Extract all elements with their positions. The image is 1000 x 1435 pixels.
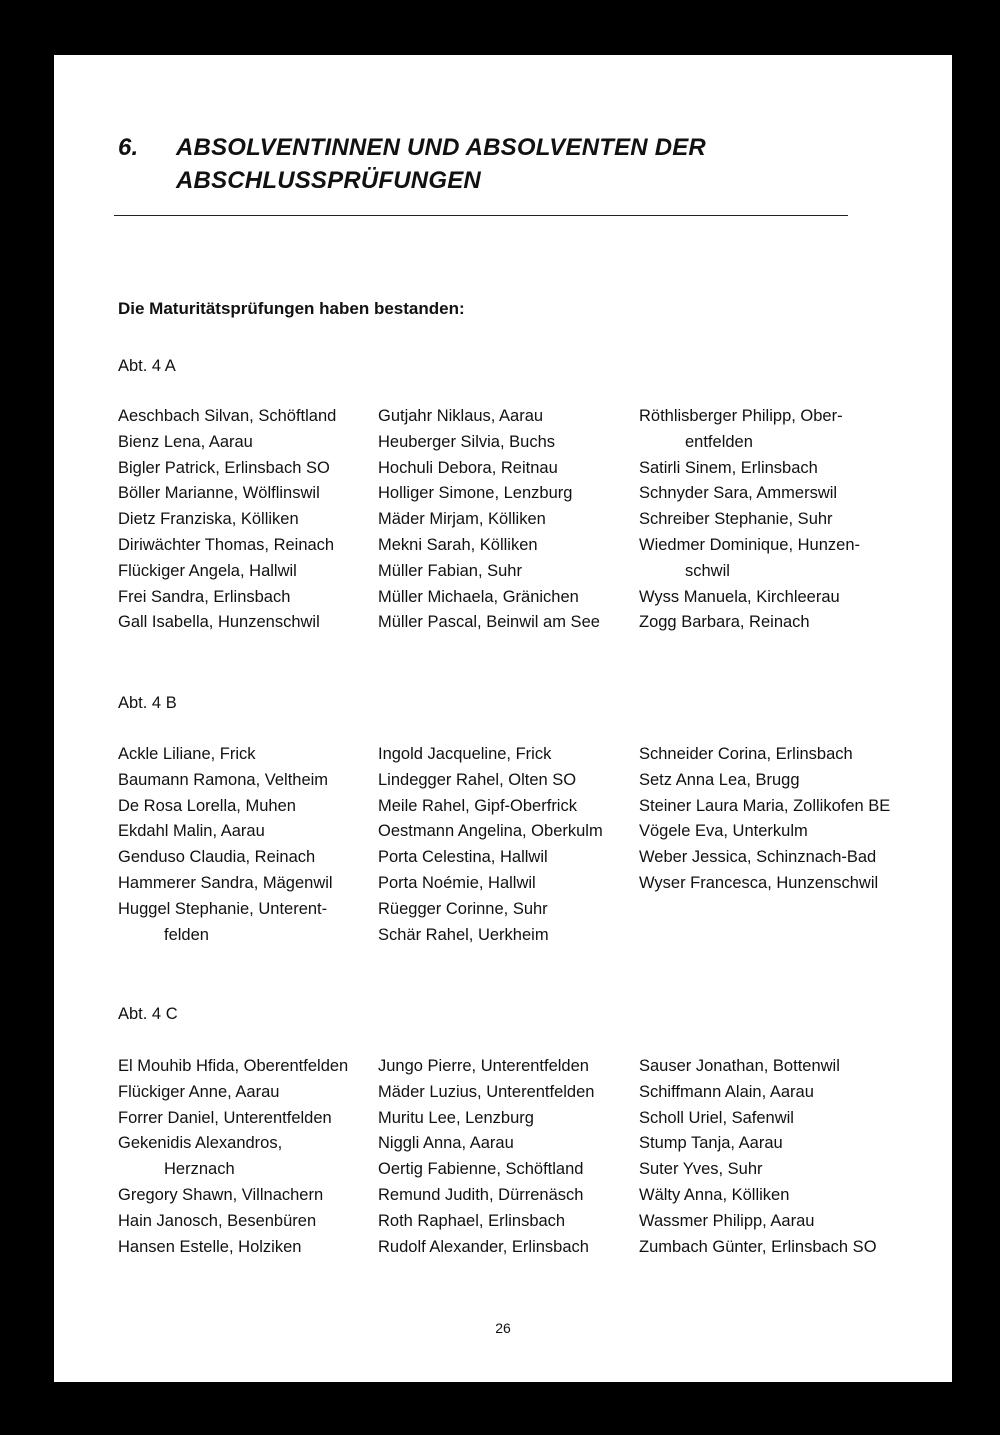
list-item: Ekdahl Malin, Aarau — [118, 822, 265, 841]
list-item: Huggel Stephanie, Unterent- — [118, 899, 328, 918]
list-item: Hain Janosch, Besenbüren — [118, 1211, 317, 1230]
intro-text: Die Maturitätsprüfungen haben bestanden: — [118, 299, 465, 318]
chapter-title-line-2: ABSCHLUSSPRÜFUNGEN — [176, 167, 481, 194]
list-item: Heuberger Silvia, Buchs — [378, 432, 556, 451]
list-item: Muritu Lee, Lenzburg — [378, 1108, 534, 1127]
list-item: Mäder Mirjam, Kölliken — [378, 510, 546, 529]
list-item: Baumann Ramona, Veltheim — [118, 770, 329, 789]
list-item: Wälty Anna, Kölliken — [639, 1185, 790, 1204]
list-item: Röthlisberger Philipp, Ober- — [639, 407, 843, 425]
list-item: Gekenidis Alexandros, — [118, 1134, 283, 1153]
list-item: Oertig Fabienne, Schöftland — [378, 1160, 584, 1179]
list-item: Satirli Sinem, Erlinsbach — [639, 458, 818, 477]
list-item: Vögele Eva, Unterkulm — [639, 822, 808, 841]
section-abt-4c — [118, 1001, 918, 1256]
list-item: De Rosa Lorella, Muhen — [118, 796, 296, 815]
list-item: Schiffmann Alain, Aarau — [639, 1082, 814, 1101]
heading-divider — [114, 215, 848, 216]
list-item: Hansen Estelle, Holziken — [118, 1237, 302, 1256]
list-item: Genduso Claudia, Reinach — [118, 848, 316, 867]
list-item-continuation: Herznach — [164, 1160, 235, 1179]
page-number: 26 — [495, 1320, 511, 1336]
list-item: Wassmer Philipp, Aarau — [639, 1211, 815, 1230]
chapter-title-line-1: ABSOLVENTINNEN UND ABSOLVENTEN DER — [176, 134, 706, 161]
list-item: Schnyder Sara, Ammerswil — [639, 484, 838, 503]
list-item: Flückiger Angela, Hallwil — [118, 561, 297, 580]
list-item: Wyser Francesca, Hunzenschwil — [639, 873, 879, 892]
list-item: Ackle Liliane, Frick — [118, 745, 256, 763]
list-item: Gregory Shawn, Villnachern — [118, 1185, 324, 1204]
list-item: Jungo Pierre, Unterentfelden — [378, 1057, 589, 1075]
chapter-number: 6. — [118, 134, 139, 161]
name-column-3 — [639, 742, 890, 897]
list-item: Mäder Luzius, Unterentfelden — [378, 1082, 595, 1101]
name-column-2 — [378, 404, 600, 636]
section-label: Abt. 4 B — [118, 694, 177, 712]
list-item: Dietz Franziska, Kölliken — [118, 510, 299, 529]
list-item-continuation: entfelden — [685, 432, 753, 451]
list-item: Wiedmer Dominique, Hunzen- — [639, 535, 861, 554]
list-item: Steiner Laura Maria, Zollikofen BE — [639, 796, 891, 815]
list-item-continuation: schwil — [685, 561, 730, 580]
list-item: Porta Noémie, Hallwil — [378, 873, 536, 892]
name-column-1 — [118, 742, 333, 948]
list-item: Bienz Lena, Aarau — [118, 432, 253, 451]
list-item: Hochuli Debora, Reitnau — [378, 458, 558, 477]
list-item: Schär Rahel, Uerkheim — [378, 925, 549, 944]
document-page — [54, 55, 952, 1382]
list-item-continuation: felden — [164, 925, 209, 944]
list-item: Mekni Sarah, Kölliken — [378, 535, 538, 554]
list-item: Müller Fabian, Suhr — [378, 561, 522, 580]
list-item: El Mouhib Hfida, Oberentfelden — [118, 1057, 349, 1075]
list-item: Aeschbach Silvan, Schöftland — [118, 407, 337, 425]
list-item: Gutjahr Niklaus, Aarau — [378, 407, 544, 425]
list-item: Frei Sandra, Erlinsbach — [118, 587, 291, 606]
list-item: Böller Marianne, Wölflinswil — [118, 484, 320, 503]
list-item: Rüegger Corinne, Suhr — [378, 899, 548, 918]
list-item: Setz Anna Lea, Brugg — [639, 770, 800, 789]
list-item: Suter Yves, Suhr — [639, 1160, 763, 1179]
list-item: Ingold Jacqueline, Frick — [378, 745, 552, 763]
name-column-2 — [378, 1054, 594, 1260]
section-abt-4a — [118, 353, 918, 632]
list-item: Porta Celestina, Hallwil — [378, 848, 548, 867]
section-abt-4b — [118, 690, 918, 944]
name-column-3 — [639, 404, 860, 636]
section-label: Abt. 4 C — [118, 1005, 178, 1023]
list-item: Oestmann Angelina, Oberkulm — [378, 822, 603, 841]
list-item: Scholl Uriel, Safenwil — [639, 1108, 794, 1127]
list-item: Holliger Simone, Lenzburg — [378, 484, 573, 503]
list-item: Rudolf Alexander, Erlinsbach — [378, 1237, 589, 1256]
list-item: Flückiger Anne, Aarau — [118, 1082, 280, 1101]
list-item: Roth Raphael, Erlinsbach — [378, 1211, 566, 1230]
section-label: Abt. 4 A — [118, 357, 176, 375]
list-item: Hammerer Sandra, Mägenwil — [118, 873, 333, 892]
list-item: Zumbach Günter, Erlinsbach SO — [639, 1237, 877, 1256]
list-item: Diriwächter Thomas, Reinach — [118, 535, 335, 554]
list-item: Remund Judith, Dürrenäsch — [378, 1185, 584, 1204]
name-column-1 — [118, 404, 336, 636]
list-item: Schneider Corina, Erlinsbach — [639, 745, 853, 763]
list-item: Forrer Daniel, Unterentfelden — [118, 1108, 332, 1127]
list-item: Sauser Jonathan, Bottenwil — [639, 1057, 840, 1075]
list-item: Zogg Barbara, Reinach — [639, 613, 810, 632]
list-item: Lindegger Rahel, Olten SO — [378, 770, 577, 789]
list-item: Niggli Anna, Aarau — [378, 1134, 514, 1153]
name-column-1 — [118, 1054, 348, 1260]
list-item: Müller Pascal, Beinwil am See — [378, 613, 600, 632]
list-item: Bigler Patrick, Erlinsbach SO — [118, 458, 330, 477]
list-item: Weber Jessica, Schinznach-Bad — [639, 848, 877, 867]
list-item: Wyss Manuela, Kirchleerau — [639, 587, 840, 606]
name-column-3 — [639, 1054, 877, 1260]
list-item: Gall Isabella, Hunzenschwil — [118, 613, 320, 632]
list-item: Meile Rahel, Gipf-Oberfrick — [378, 796, 577, 815]
name-column-2 — [378, 742, 603, 948]
list-item: Stump Tanja, Aarau — [639, 1134, 783, 1153]
list-item: Müller Michaela, Gränichen — [378, 587, 579, 606]
list-item: Schreiber Stephanie, Suhr — [639, 510, 833, 529]
